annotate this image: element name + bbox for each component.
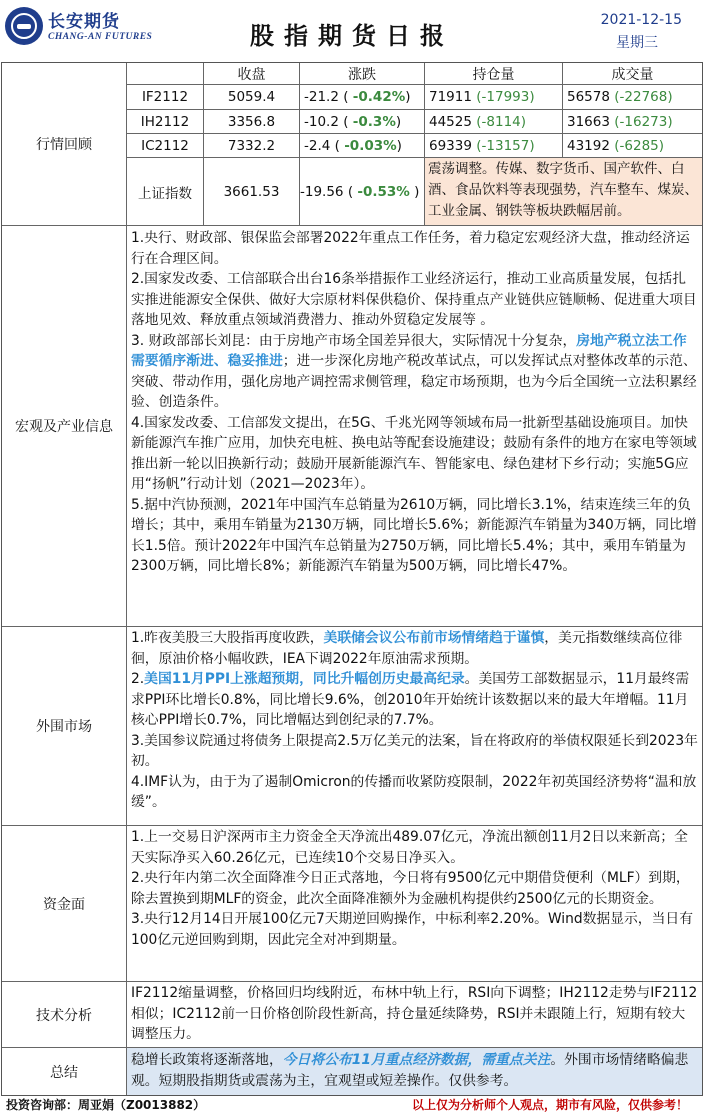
company-name-en: CHANG-AN FUTURES: [48, 32, 153, 42]
volume-change: -6285: [619, 137, 659, 154]
macro-item: 4.国家发改委、工信部发文提出，在5G、千兆光网等领域布局一批新型基础设施项目。加快新能源汽车推广应用，加快充电桩、换电站等配套设施建设；鼓励有条件的地方在家电等领域推出新一轮以旧换新行动；鼓励开展新能源汽车、智能家电、绿色建材下乡行动；实施5G应用“扬帆”行动计划（2021—2023年）。: [131, 414, 697, 492]
close-value: 3356.8: [227, 113, 276, 130]
oi-value: 71911: [429, 89, 472, 105]
volume-value: 56578: [567, 89, 610, 105]
oi-cell: 44525 ( -8114 ): [429, 113, 527, 130]
report-weekday: 星期三: [616, 35, 658, 51]
change-cell: -2.4 ( -0.03% ): [304, 137, 402, 154]
section-funds: 资金面: [43, 896, 85, 913]
oi-value: 44525: [429, 113, 472, 130]
change-value: -10.2: [304, 113, 339, 130]
report-date: 2021-12-15: [600, 12, 682, 28]
contract-name: IH2112: [140, 113, 190, 130]
analyst-credit: 投资咨询部：周亚娟（Z0013882）: [6, 1098, 206, 1112]
index-change-cell: -19.56 ( -0.53% ): [300, 183, 420, 200]
company-name-cn: 长安期货: [48, 12, 120, 32]
section-market: 行情回顾: [36, 137, 92, 153]
index-change-pct: -0.53%: [357, 183, 410, 200]
highlight-text: 美联储会议公布前市场情绪趋于谨慎: [323, 630, 545, 646]
change-pct: -0.42%: [352, 89, 406, 105]
section-overseas: 外围市场: [36, 719, 92, 735]
volume-value: 43192: [567, 137, 610, 154]
overseas-item: 2.美国11月PPI上涨超预期，同比升幅创历史最高纪录。美国劳工部数据显示，11月最终需求PPI环比增长0.8%，同比增长9.6%，创2010年开始统计该数据以来的最大年增幅。11月核心PPI增长0.7%，同比增幅达到创纪录的7.7%。: [131, 671, 690, 728]
macro-item: 2.国家发改委、工信部联合出台16条举措振作工业经济运行，推动工业高质量发展，包括扎实推进能源安全保供、做好大宗原材料保供稳价、保持重点产业链供应链顺畅、促进重大项目落地见效、释放重点领域消费潜力、推动外贸稳定发展等 。: [131, 271, 697, 328]
overseas-item: 1.昨夜美股三大股指再度收跌，美联储会议公布前市场情绪趋于谨慎，美元指数继续高位徘徊，原油价格小幅收跌，IEA下调2022年原油需求预期。: [131, 630, 683, 667]
index-name: 上证指数: [138, 185, 192, 202]
report-footer: [0, 1096, 704, 1113]
contract-name: IC2112: [141, 137, 189, 154]
funds-item: 1.上一交易日沪深两市主力资金全天净流出489.07亿元，净流出额创11月2日以来新高；全天实际净买入60.26亿元，已连续10个交易日净买入。: [131, 829, 688, 866]
volume-cell: 43192 ( -6285 ): [567, 137, 665, 154]
report-table: [1, 62, 703, 1096]
overseas-item: 3.美国参议院通过将债务上限提高2.5万亿美元的法案，旨在将政府的举债权限延长到2023年初。: [131, 732, 698, 769]
volume-cell: 56578 ( -22768 ): [567, 89, 673, 105]
highlight-text: 今日将公布11月重点经济数据，需重点关注: [282, 1052, 551, 1068]
change-cell: -10.2 ( -0.3% ): [304, 113, 402, 130]
highlight-text: 房地产税立法工作需要循序渐进、稳妥推进: [131, 332, 687, 369]
macro-item: 1.央行、财政部、银保监会部署2022年重点工作任务，着力稳定宏观经济大盘，推动经济运行在合理区间。: [131, 230, 690, 267]
oi-change: -17993: [481, 89, 530, 105]
oi-cell: 69339 ( -13157 ): [429, 137, 535, 154]
index-close: 3661.53: [223, 183, 280, 200]
section-technical: 技术分析: [36, 1007, 92, 1024]
col-header-volume: 成交量: [611, 66, 654, 83]
funds-item: 3.央行12月14日开展100亿元7天期逆回购操作，中标利率2.20%。Wind数据显示，当日有100亿元逆回购到期，因此完全对冲到期量。: [131, 911, 693, 948]
col-header-close: 收盘: [237, 66, 266, 83]
oi-change: -8114: [481, 113, 521, 130]
col-header-open-interest: 持仓量: [472, 66, 515, 83]
volume-change: -16273: [619, 113, 668, 130]
change-pct: -0.3%: [352, 113, 396, 130]
market-comment: 震荡调整。传媒、数字货币、国产软件、白酒、食品饮料等表现强势，汽车整车、煤炭、工业金属、钢铁等板块跌幅居前。: [425, 158, 702, 225]
summary-text: 稳增长政策将逐渐落地，今日将公布11月重点经济数据，需重点关注。外围市场情绪略偏悲观。短期股指期货或震荡为主，宜观望或短差操作。仅供参考。: [127, 1048, 702, 1095]
volume-change: -22768: [619, 89, 668, 105]
oi-cell: 71911 ( -17993 ): [429, 89, 535, 105]
close-value: 5059.4: [227, 89, 276, 105]
index-change: -19.56: [300, 183, 344, 200]
oi-value: 69339: [429, 137, 472, 154]
funds-news: [127, 827, 702, 950]
report-header: [0, 0, 704, 62]
volume-value: 31663: [567, 113, 610, 130]
change-value: -2.4: [304, 137, 331, 154]
macro-news: [127, 228, 702, 577]
funds-item: 2.央行年内第二次全面降准今日正式落地，今日将有9500亿元中期借贷便利（MLF）到期，除去置换到期MLF的资金，此次全面降准额外为金融机构提供约2500亿元的长期资金。: [131, 870, 690, 907]
macro-item: 5.据中汽协预测，2021年中国汽车总销量为2610万辆，同比增长3.1%，结束连续三年的负增长；其中，乘用车销量为2130万辆，同比增长5.6%；新能源汽车销量为340万辆，同比增长1.5倍。预计2022年中国汽车总销量为2750万辆，同比增长5.4%；其中，乘用车销量为2300万辆，同比增长8%；新能源汽车销量为500万辆，同比增长47%。: [131, 496, 697, 574]
report-title: 股指期货日报: [250, 22, 454, 50]
change-pct: -0.03%: [344, 137, 397, 154]
contract-name: IF2112: [141, 89, 189, 105]
oi-change: -13157: [481, 137, 530, 154]
section-macro: 宏观及产业信息: [15, 419, 113, 435]
highlight-text: 美国11月PPI上涨超预期，同比升幅创历史最高纪录: [144, 671, 465, 687]
macro-item: 3. 财政部部长刘昆：由于房地产市场全国差异很大，实际情况十分复杂，房地产税立法工作需要循序渐进、稳妥推进；进一步深化房地产税改革试点，可以发挥试点对整体改革的示范、突破、带动作用，强化房地产调控需求侧管理，稳定市场预期，也为今后全国统一立法积累经验、创造条件。: [131, 332, 697, 410]
overseas-news: [127, 628, 702, 813]
technical-analysis: IF2112缩量调整，价格回归均线附近，布林中轨上行，RSI向下调整；IH2112走势与IF2112相似；IC2112前一日价格创阶段性新高，持仓量延续降势，RSI并未跟随上行，短期有较大调整压力。: [131, 985, 698, 1042]
change-cell: -21.2 ( -0.42% ): [304, 89, 411, 105]
change-value: -21.2: [304, 89, 339, 105]
close-value: 7332.2: [227, 137, 276, 154]
overseas-item: 4.IMF认为，由于为了遏制Omicron的传播而收紧防疫限制，2022年初英国经济势将“温和放缓”。: [131, 773, 697, 810]
col-header-change: 涨跌: [348, 66, 376, 83]
section-summary: 总结: [50, 1064, 78, 1081]
volume-cell: 31663 ( -16273 ): [567, 113, 673, 130]
disclaimer: 以上仅为分析师个人观点，期市有风险，仅供参考！: [411, 1098, 688, 1112]
